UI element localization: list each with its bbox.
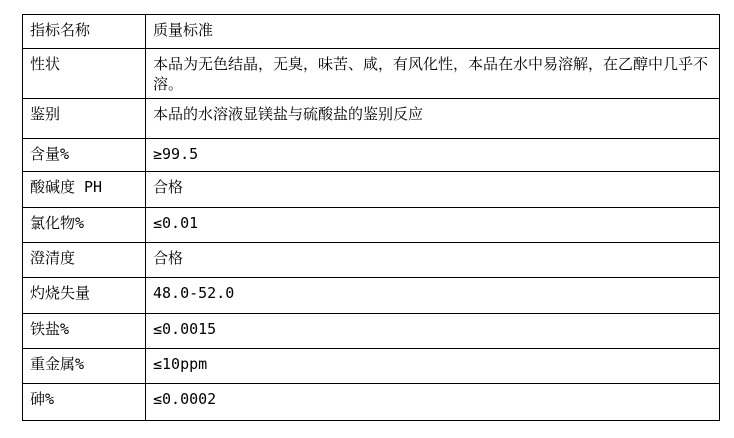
indicator-name-cell: 含量% (23, 139, 146, 172)
indicator-name-cell: 酸碱度 PH (23, 172, 146, 208)
indicator-name-cell: 氯化物% (23, 208, 146, 243)
table-row (23, 208, 720, 243)
table-row (23, 172, 720, 208)
standard-value-cell: ≥99.5 (146, 139, 720, 172)
table-row (23, 243, 720, 278)
standard-value-cell: ≤0.01 (146, 208, 720, 243)
standard-value-cell: ≤0.0015 (146, 314, 720, 349)
table-row (23, 99, 720, 139)
table-row (23, 278, 720, 314)
table-row (23, 139, 720, 172)
quality-standards-table (22, 14, 720, 421)
standard-value-cell: ≤10ppm (146, 349, 720, 384)
indicator-name-cell: 澄清度 (23, 243, 146, 278)
table-header-row (23, 15, 720, 49)
standard-value-cell: ≤0.0002 (146, 384, 720, 421)
standard-value-cell: 合格 (146, 243, 720, 278)
indicator-name-cell: 重金属% (23, 349, 146, 384)
table-row (23, 349, 720, 384)
table-row (23, 384, 720, 421)
column-header-indicator-name: 指标名称 (23, 15, 146, 49)
standard-value-cell: 本品的水溶液显镁盐与硫酸盐的鉴别反应 (146, 99, 720, 139)
standard-value-cell: 合格 (146, 172, 720, 208)
indicator-name-cell: 性状 (23, 49, 146, 99)
indicator-name-cell: 砷% (23, 384, 146, 421)
standard-value-cell: 本品为无色结晶，无臭，味苦、咸，有风化性，本品在水中易溶解，在乙醇中几乎不溶。 (146, 49, 720, 99)
indicator-name-cell: 鉴别 (23, 99, 146, 139)
table-row (23, 314, 720, 349)
indicator-name-cell: 灼烧失量 (23, 278, 146, 314)
standard-value-cell: 48.0-52.0 (146, 278, 720, 314)
table-row (23, 49, 720, 99)
indicator-name-cell: 铁盐% (23, 314, 146, 349)
column-header-quality-standard: 质量标准 (146, 15, 720, 49)
